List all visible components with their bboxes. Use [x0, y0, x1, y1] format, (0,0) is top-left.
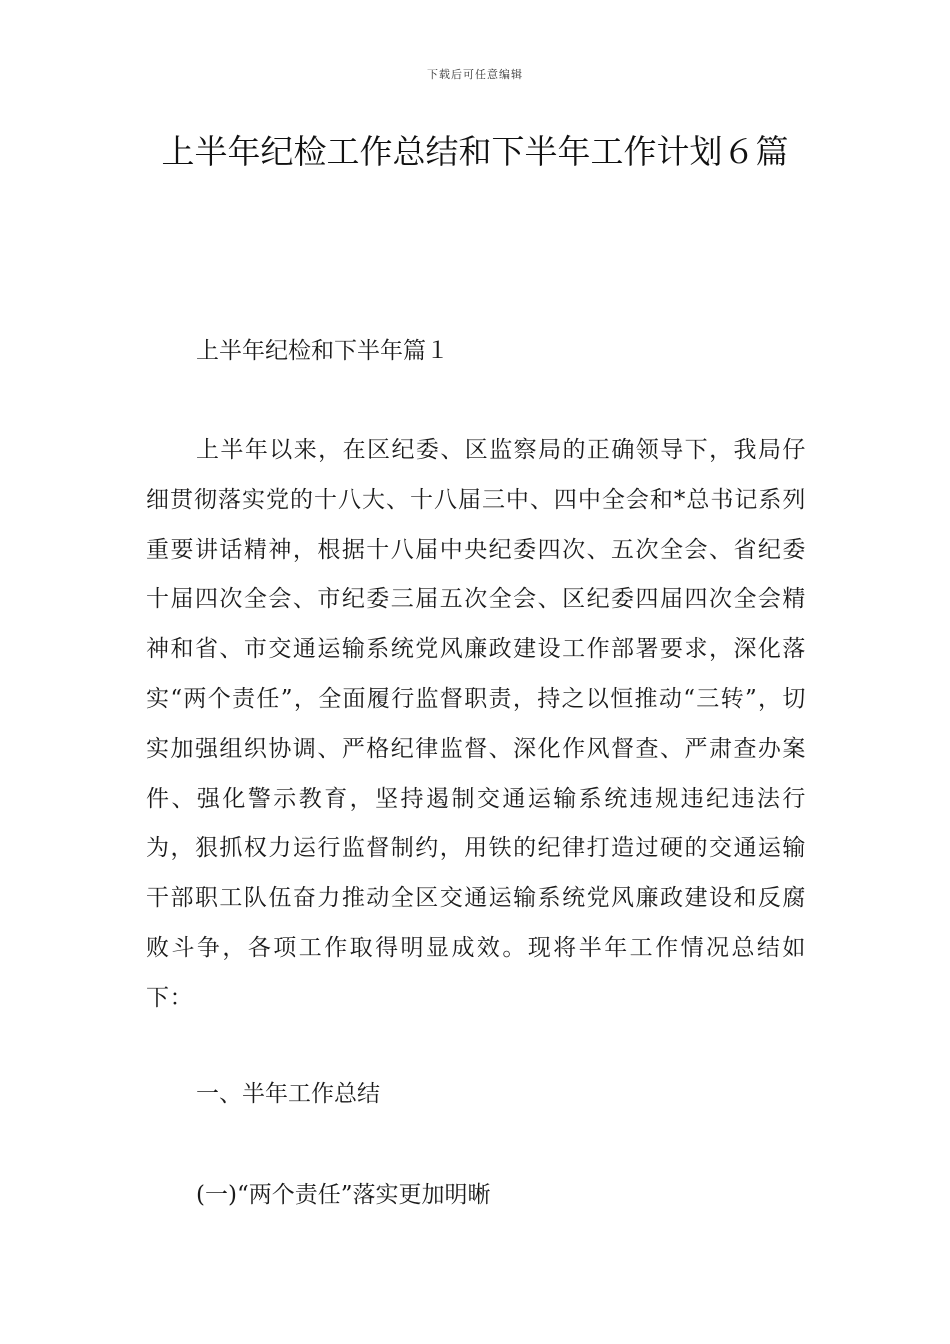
section-heading: 一、半年工作总结: [196, 1081, 380, 1107]
intro-paragraph: 上半年以来，在区纪委、区监察局的正确领导下，我局仔细贯彻落实党的十八大、十八届三中、四中全会和*总书记系列重要讲话精神，根据十八届中央纪委四次、五次全会、省纪委十届四次全会、市纪委三届五次全会、区纪委四届四次全会精神和省、市交通运输系统党风廉政建设工作部署要求，深化落实“两个责任”，全面履行监督职责，持之以恒推动“三转”，切实加强组织协调、严格纪律监督、深化作风督查、严肃查办案件、强化警示教育，坚持遏制交通运输系统违规违纪违法行为，狠抓权力运行监督制约，用铁的纪律打造过硬的交通运输干部职工队伍奋力推动全区交通运输系统党风廉政建设和反腐败斗争，各项工作取得明显成效。现将半年工作情况总结如下：: [146, 437, 806, 1011]
subsection-heading: (一)“两个责任”落实更加明晰: [196, 1182, 491, 1208]
download-note: 下载后可任意编辑: [427, 68, 523, 81]
article-subtitle: 上半年纪检和下半年篇１: [196, 338, 449, 364]
document-title: 上半年纪检工作总结和下半年工作计划６篇: [161, 132, 789, 171]
